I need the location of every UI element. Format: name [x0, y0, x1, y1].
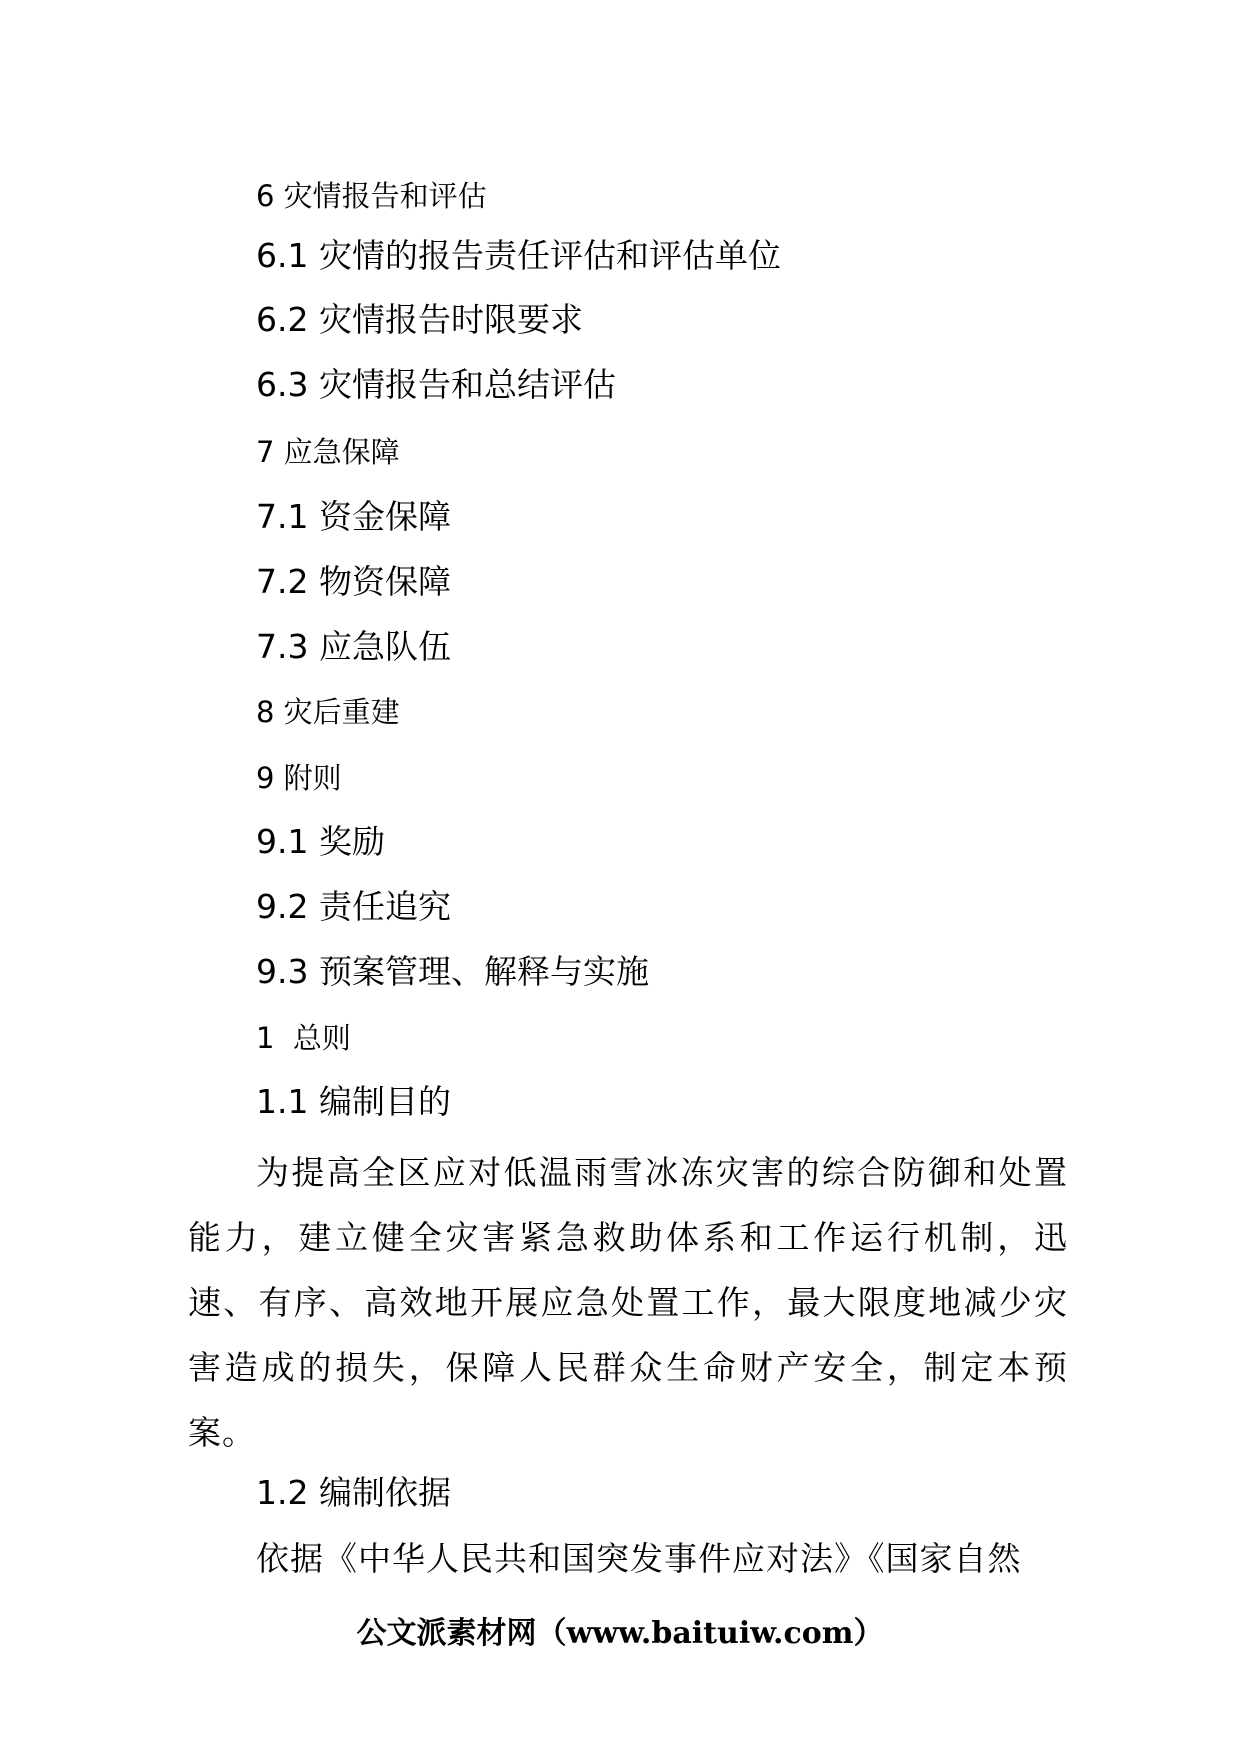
toc-item-7-2: 7.2 物资保障	[256, 562, 451, 601]
section-1-2-heading: 1.2 编制依据	[256, 1473, 451, 1512]
toc-item-7: 7 应急保障	[256, 435, 400, 469]
toc-item-9-1: 9.1 奖励	[256, 822, 385, 861]
toc-item-6-2: 6.2 灾情报告时限要求	[256, 300, 583, 339]
toc-item-6: 6 灾情报告和评估	[256, 179, 487, 213]
footer-watermark: 公文派素材网（www.baituiw.com）	[356, 1616, 884, 1651]
toc-item-9: 9 附则	[256, 761, 342, 795]
toc-item-7-3: 7.3 应急队伍	[256, 627, 451, 666]
toc-item-9-2: 9.2 责任追究	[256, 887, 451, 926]
section-1-heading: 1 总则	[256, 1021, 351, 1055]
section-1-2-body: 依据《中华人民共和国突发事件应对法》《国家自然	[256, 1539, 1022, 1578]
toc-item-6-1: 6.1 灾情的报告责任评估和评估单位	[256, 236, 781, 275]
section-1-1-body: 为提高全区应对低温雨雪冰冻灾害的综合防御和处置能力，建立健全灾害紧急救助体系和工作运行机制，迅速、有序、高效地开展应急处置工作，最大限度地减少灾害造成的损失，保障人民群众生命财产安全，制定本预案。	[188, 1153, 1068, 1452]
toc-item-9-3: 9.3 预案管理、解释与实施	[256, 952, 649, 991]
section-1-1-heading: 1.1 编制目的	[256, 1082, 451, 1121]
toc-item-6-3: 6.3 灾情报告和总结评估	[256, 365, 616, 404]
toc-item-8: 8 灾后重建	[256, 695, 400, 729]
toc-item-7-1: 7.1 资金保障	[256, 497, 451, 536]
